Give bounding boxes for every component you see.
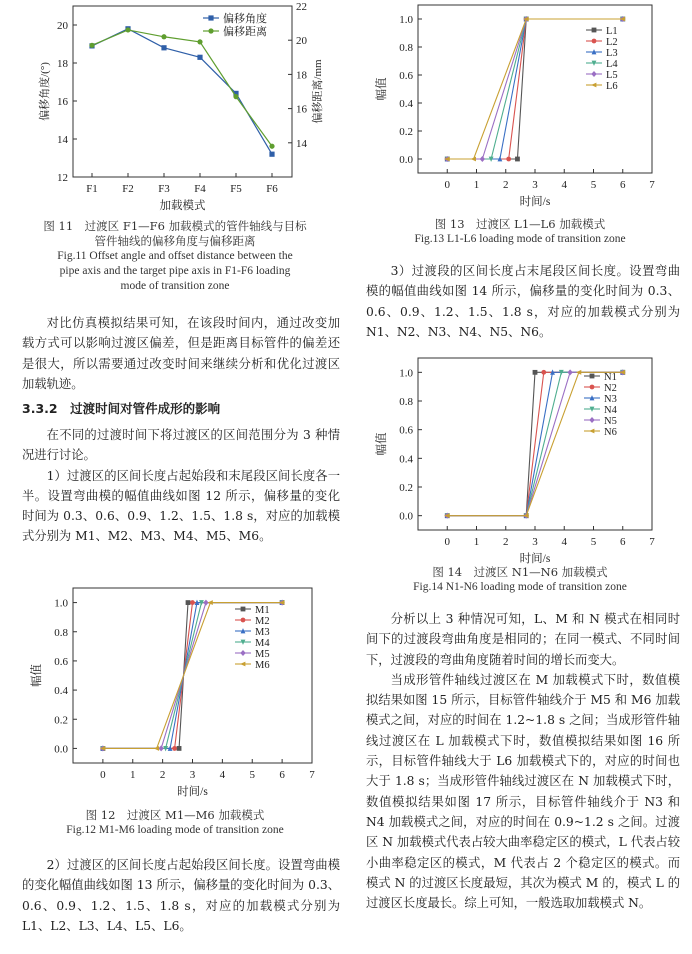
right-tick-label: 16 (296, 103, 307, 116)
y-tick-label: 0.6 (399, 70, 413, 82)
fig12-caption (25, 808, 325, 838)
data-point (125, 27, 130, 32)
legend-marker (208, 28, 213, 33)
legend-label: N5 (604, 416, 617, 427)
legend-label: L4 (606, 59, 618, 70)
y-tick-label: 0.6 (399, 424, 413, 437)
legend-marker (591, 71, 596, 77)
x-tick-label: 0 (100, 769, 106, 781)
x-tick-label: 5 (590, 179, 597, 191)
data-point (233, 94, 238, 99)
left-tick-label: 12 (57, 172, 68, 184)
legend-label: 偏移距离 (223, 25, 267, 38)
right-tick-label: 20 (296, 35, 307, 48)
series-line-L6 (447, 19, 623, 159)
y-axis-label: 幅值 (376, 432, 388, 456)
data-point-N1 (533, 370, 538, 375)
fig14-caption-en: Fig.14 N1-N6 loading mode of transition zone (413, 581, 627, 593)
y-tick-label: 1.0 (399, 14, 413, 26)
right-tick-label: 18 (296, 69, 307, 82)
fig13-caption-en: Fig.13 L1-L6 loading mode of transition zone (414, 233, 626, 245)
series-line-L4 (447, 19, 623, 159)
section-heading: 3.3.2 过渡时间对管件成形的影响 (22, 401, 221, 416)
series-line-L2 (447, 19, 623, 159)
data-point-L6 (471, 157, 476, 162)
legend-marker (208, 15, 213, 20)
x-tick-label: F1 (86, 183, 98, 195)
x-tick-label: 4 (561, 179, 567, 191)
legend-label: N3 (604, 394, 617, 405)
y-tick-label: 0.8 (399, 396, 413, 408)
series-line-L3 (447, 19, 623, 159)
y-tick-label: 0.8 (399, 42, 413, 54)
fig14-caption-cn: 图 14 过渡区 N1—N6 加载模式 (432, 565, 608, 579)
x-tick-label: 0 (444, 179, 450, 191)
y-tick-label: 0.4 (54, 685, 68, 698)
x-axis-label: 时间/s (177, 786, 208, 798)
legend-label: L3 (606, 48, 618, 59)
data-point-M2 (172, 746, 177, 751)
y-axis-label: 幅值 (31, 664, 43, 687)
y-tick-label: 1.0 (399, 367, 413, 380)
x-axis-label: 时间/s (519, 553, 551, 565)
fig14-caption (365, 565, 675, 595)
right-text-p2: 分析以上 3 种情况可知，L、M 和 N 模式在相同时间下的过渡段弯曲角度是相同的；在同一模式、不同时间下，过渡段的弯曲角度随着时间的增长而变大。 (366, 612, 680, 667)
legend-label: N4 (604, 405, 617, 416)
legend-marker (240, 650, 245, 656)
x-tick-label: 3 (532, 179, 538, 191)
data-point-L1 (515, 157, 520, 162)
right-tick-label: 22 (296, 1, 307, 13)
left-text-p4: 2）过渡区的区间长度占起始段区间长度。设置弯曲模的变化幅值曲线如图 13 所示，偏移量的变化时间为 0.3、0.6、0.9、1.2、1.5、1.8 s，对应的加载模式分别为 L1、L2、L3、L4、L5、L6。 (22, 858, 340, 933)
y-tick-label: 0.0 (54, 743, 68, 756)
right-tick-label: 14 (296, 137, 307, 150)
y-tick-label: 0.2 (54, 714, 68, 727)
fig11-caption-cn-1: 图 11 过渡区 F1—F6 加载模式的管件轴线与目标 (43, 219, 307, 233)
fig13-caption-cn: 图 13 过渡区 L1—L6 加载模式 (434, 217, 606, 231)
y-tick-label: 0.4 (399, 453, 413, 466)
x-tick-label: 1 (473, 536, 480, 548)
x-tick-label: 1 (473, 179, 480, 191)
data-point-N5 (567, 369, 572, 375)
x-tick-label: 3 (532, 536, 538, 548)
fig13-caption (365, 217, 675, 247)
x-tick-label: F4 (194, 183, 206, 195)
x-tick-label: 6 (279, 769, 285, 781)
data-point-M1 (177, 746, 182, 751)
data-point (197, 39, 202, 44)
data-point (161, 45, 166, 50)
y-tick-label: 1.0 (54, 597, 68, 610)
left-tick-label: 16 (57, 96, 68, 108)
data-point-M1 (186, 600, 191, 605)
x-axis-label: 时间/s (519, 196, 551, 208)
y-tick-label: 0.2 (399, 126, 413, 138)
legend-label: N6 (604, 427, 617, 438)
x-tick-label: 7 (649, 179, 655, 191)
y-tick-label: 0.8 (54, 626, 68, 639)
legend-label: M1 (255, 605, 270, 616)
right-paragraph-2 (366, 609, 680, 913)
data-point (269, 152, 274, 157)
legend-label: M4 (255, 638, 270, 649)
x-tick-label: 1 (130, 769, 136, 781)
y-axis-label-right: 偏移距离/mm (312, 59, 324, 124)
x-tick-label: 2 (503, 179, 509, 191)
fig12-chart (30, 585, 330, 805)
x-tick-label: 2 (159, 769, 166, 781)
series-line-1 (92, 29, 272, 154)
x-tick-label: 6 (620, 536, 626, 548)
legend-label: L1 (606, 26, 618, 37)
legend-marker (589, 417, 594, 423)
data-point-M2 (190, 600, 195, 605)
legend-marker (241, 607, 246, 612)
data-point (269, 144, 274, 149)
x-tick-label: F2 (122, 183, 134, 195)
legend-label: M2 (255, 616, 270, 627)
fig11-caption (20, 219, 330, 294)
legend-marker (589, 429, 594, 434)
y-tick-label: 0.0 (399, 154, 413, 166)
legend-marker (241, 618, 246, 623)
fig12-caption-cn: 图 12 过渡区 M1—M6 加载模式 (85, 808, 265, 822)
x-tick-label: 6 (620, 179, 626, 191)
legend-label: L6 (606, 81, 618, 92)
legend-marker (240, 662, 245, 667)
y-axis-label: 幅值 (376, 77, 388, 101)
left-paragraph-3 (22, 855, 340, 936)
legend-marker (590, 385, 595, 390)
x-axis-label: 加载模式 (159, 200, 206, 212)
legend-label: 偏移角度 (223, 12, 267, 25)
fig11-caption-en-2: pipe axis and the target pipe axis in F1-F6 loading (59, 265, 291, 277)
data-point-M5 (158, 745, 163, 751)
left-text-p2: 在不同的过渡时间下将过渡区的区间范围分为 3 种情况进行讨论。 (22, 428, 340, 463)
y-axis-label-left: 偏移角度/(°) (39, 62, 51, 121)
right-paragraph-1 (366, 261, 680, 342)
plot-frame (73, 588, 312, 763)
legend-marker (590, 374, 595, 379)
left-paragraph-1 (22, 313, 340, 394)
x-tick-label: 4 (561, 536, 567, 548)
legend-label: M3 (255, 627, 270, 638)
legend-label: M5 (255, 649, 270, 660)
data-point-N2 (541, 370, 546, 375)
legend-marker (592, 28, 597, 33)
y-tick-label: 0.0 (399, 510, 413, 523)
data-point-L2 (506, 157, 511, 162)
legend-label: N1 (604, 372, 617, 383)
series-line-2 (92, 30, 272, 146)
left-text-p3: 1）过渡区的区间长度占起始段和末尾段区间长度各一半。设置弯曲模的幅值曲线如图 12 所示，偏移量的变化时间为 0.3、0.6、0.9、1.2、1.5、1.8 s，对应的加载模式分别为 M1、M2、M3、M4、M5、M6。 (22, 468, 340, 544)
right-text-p1: 3）过渡段的区间长度占末尾段区间长度。设置弯曲模的幅值曲线如图 14 所示，偏移量的变化时间为 0.3、0.6、0.9、1.2、1.5、1.8 s，对应的加载模式分别为 N1、N2、N3、N4、N5、N6。 (366, 264, 680, 339)
y-tick-label: 0.4 (399, 98, 413, 110)
data-point (197, 55, 202, 60)
x-tick-label: 5 (249, 769, 255, 781)
x-tick-label: F3 (158, 183, 170, 195)
right-text-p3: 当成形管件轴线过渡区在 M 加载模式下时，数值模拟结果如图 15 所示，目标管件轴线介于 M5 和 M6 加载模式之间，对应的时间在 1.2~1.8 s 之间；当成形管件轴线过渡区在 L 加载模式下时，数值模拟结果如图 16 所示，目标管件轴线大于 L6 加载模式下的，对应的时间也大于 1.8 s；当成形管件轴线过渡区在 N 加载模式下时，数值模拟结果如图 17 所示，目标管件轴线介于 N3 和 N4 加载模式之间，对应的时间在 0.9~1.2 s 之间。过渡区 N 加载模式代表占较大曲率稳定区的模式，L 代表占较小曲率稳定区的模式，M 代表占 2 个稳定区的模式。而模式 N 的过渡区长度最短，其次为模式 M 的，模式 L 的过渡区长度最长。综上可知，一般选取加载模式 N。 (366, 672, 680, 911)
fig11-chart (0, 0, 346, 214)
x-tick-label: 5 (590, 536, 597, 548)
fig11-caption-cn-2: 管件轴线的偏移角度与偏移距离 (94, 234, 256, 248)
y-tick-label: 0.6 (54, 655, 68, 668)
left-text-p1: 对比仿真模拟结果可知，在该段时间内，通过改变加载方式可以影响过渡区偏差，但是距离目标管件的偏差还是很大，所以需要通过改变时间来继续分析和优化过渡区加载轨迹。 (22, 316, 340, 391)
x-tick-label: 2 (503, 536, 509, 548)
series-line-N2 (447, 372, 623, 515)
left-tick-label: 14 (57, 134, 68, 146)
fig11-caption-en-3: mode of transition zone (120, 280, 230, 292)
series-line-L1 (447, 19, 623, 159)
left-tick-label: 18 (57, 58, 68, 70)
fig13-chart (378, 0, 678, 210)
legend-label: L2 (606, 37, 618, 48)
fig11-caption-en-1: Fig.11 Offset angle and offset distance between the (57, 250, 293, 262)
y-tick-label: 0.2 (399, 482, 413, 494)
left-paragraph-2 (22, 425, 340, 547)
data-point-L5 (480, 156, 485, 162)
data-point (161, 34, 166, 39)
data-point-M6 (154, 746, 159, 751)
legend-label: N2 (604, 383, 617, 394)
legend-marker (591, 83, 596, 88)
x-tick-label: 7 (309, 769, 315, 781)
legend-label: L5 (606, 70, 618, 81)
x-tick-label: 4 (219, 769, 226, 781)
x-tick-label: F5 (230, 183, 242, 195)
legend-marker (592, 39, 597, 44)
x-tick-label: 3 (189, 769, 196, 781)
x-tick-label: 7 (649, 536, 655, 548)
x-tick-label: F6 (266, 183, 278, 195)
fig14-chart (378, 352, 678, 564)
fig12-caption-en: Fig.12 M1-M6 loading mode of transition zone (66, 824, 284, 836)
left-tick-label: 20 (57, 20, 68, 32)
x-tick-label: 0 (444, 536, 450, 548)
series-line-L5 (447, 19, 623, 159)
data-point (89, 43, 94, 48)
legend-label: M6 (255, 660, 270, 671)
